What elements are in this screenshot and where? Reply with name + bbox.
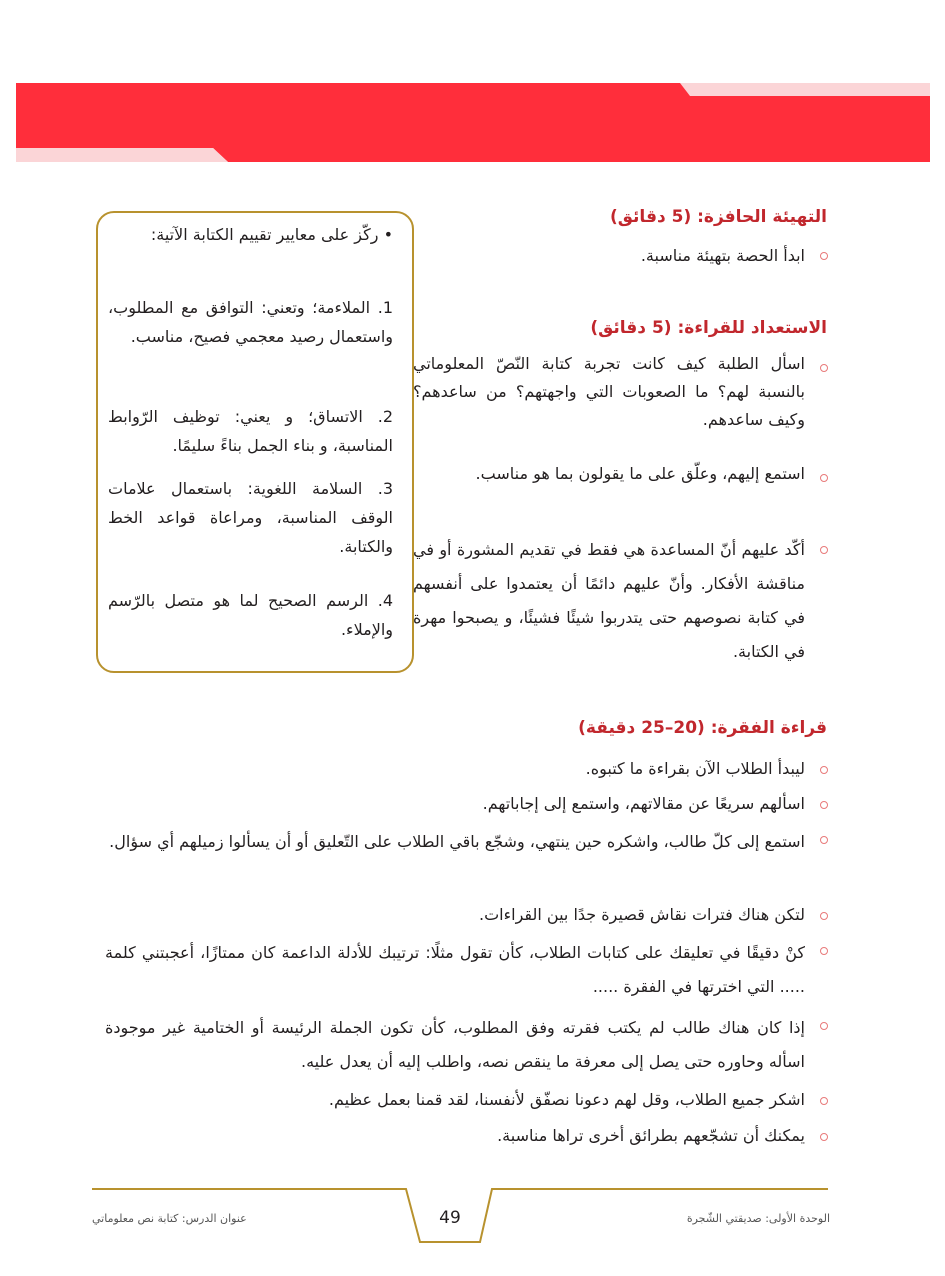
footer-unit: الوحدة الأولى: صديقتي الشّجرة — [686, 1212, 830, 1225]
list-item: ليبدأ الطلاب الآن بقراءة ما كتبوه. — [585, 759, 805, 778]
list-item: كنْ دقيقًا في تعليقك على كتابات الطلاب، كأن تقول مثلًا: ترتيبك للأدلة الداعمة كان ممتازًا، أعجبتني كلمة ..... التي اخترتها في الفقرة ..... — [105, 943, 805, 996]
bullet-icon — [820, 252, 828, 260]
list-item: استمع إليهم، وعلّق على ما يقولون بما هو مناسب. — [475, 464, 805, 483]
section-heading-reading-prep: الاستعداد للقراءة: (5 دقائق) — [590, 318, 827, 338]
section-heading-warmup: التهيئة الحافزة: (5 دقائق) — [609, 207, 827, 227]
list-item: يمكنك أن تشجّعهم بطرائق أخرى تراها مناسبة. — [497, 1126, 805, 1145]
list-item: استمع إلى كلّ طالب، واشكره حين ينتهي، وشجّع باقي الطلاب على التّعليق أو أن يسألوا زميلهم أي سؤال. — [109, 832, 805, 851]
list-item: اسأل الطلبة كيف كانت تجربة كتابة النّصّ المعلوماتي بالنسبة لهم؟ ما الصعوبات التي واجهتهم؟ من ساعدهم؟ وكيف ساعدهم. — [413, 354, 805, 429]
page-number: 49 — [439, 1208, 461, 1228]
criteria-item: 4. الرسم الصحيح لما هو متصل بالرّسم والإملاء. — [108, 591, 393, 639]
criteria-intro: • ركّز على معايير تقييم الكتابة الآتية: — [150, 225, 393, 244]
bullet-icon — [820, 1133, 828, 1141]
header-banner — [0, 0, 945, 170]
bullet-icon — [820, 474, 828, 482]
list-item: اسألهم سريعًا عن مقالاتهم، واستمع إلى إجاباتهم. — [482, 794, 805, 813]
section-heading-paragraph-reading: قراءة الفقرة: (20–25 دقيقة) — [578, 718, 827, 738]
bullet-icon — [820, 1097, 828, 1105]
list-item: أكّد عليهم أنّ المساعدة هي فقط في تقديم المشورة أو في مناقشة الأفكار. وأنّ عليهم دائمًا أن يعتمدوا على أنفسهم في كتابة نصوصهم حتى يتدربوا شيئًا فشيئًا، و يصبحوا مهرة في الكتابة. — [413, 540, 805, 661]
criteria-item: 3. السلامة اللغوية: باستعمال علامات الوقف المناسبة، ومراعاة قواعد الخط والكتابة. — [108, 479, 393, 556]
bullet-icon — [820, 836, 828, 844]
bullet-icon — [820, 912, 828, 920]
bullet-icon — [820, 947, 828, 955]
criteria-item: 1. الملاءمة؛ وتعني: التوافق مع المطلوب، واستعمال رصيد معجمي فصيح، مناسب. — [108, 298, 393, 346]
list-item: ابدأ الحصة بتهيئة مناسبة. — [640, 246, 805, 265]
list-item: لتكن هناك فترات نقاش قصيرة جدًا بين القراءات. — [479, 905, 805, 924]
criteria-item: 2. الاتساق؛ و يعني: توظيف الرّوابط المناسبة، و بناء الجمل بناءً سليمًا. — [108, 407, 393, 455]
bullet-icon — [820, 546, 828, 554]
list-item: اشكر جميع الطلاب، وقل لهم دعونا نصفّق لأنفسنا، لقد قمنا بعمل عظيم. — [328, 1090, 805, 1109]
bullet-icon — [820, 364, 828, 372]
bullet-icon — [820, 766, 828, 774]
list-item: إذا كان هناك طالب لم يكتب فقرته وفق المطلوب، كأن تكون الجملة الرئيسة أو الختامية غير موجودة اسأله وحاوره حتى يصل إلى معرفة ما ينقص نصه، واطلب إليه أن يعدل عليه. — [105, 1018, 805, 1071]
bullet-icon — [820, 801, 828, 809]
bullet-icon — [820, 1022, 828, 1030]
footer-lesson: عنوان الدرس: كتابة نص معلوماتي — [92, 1212, 247, 1225]
